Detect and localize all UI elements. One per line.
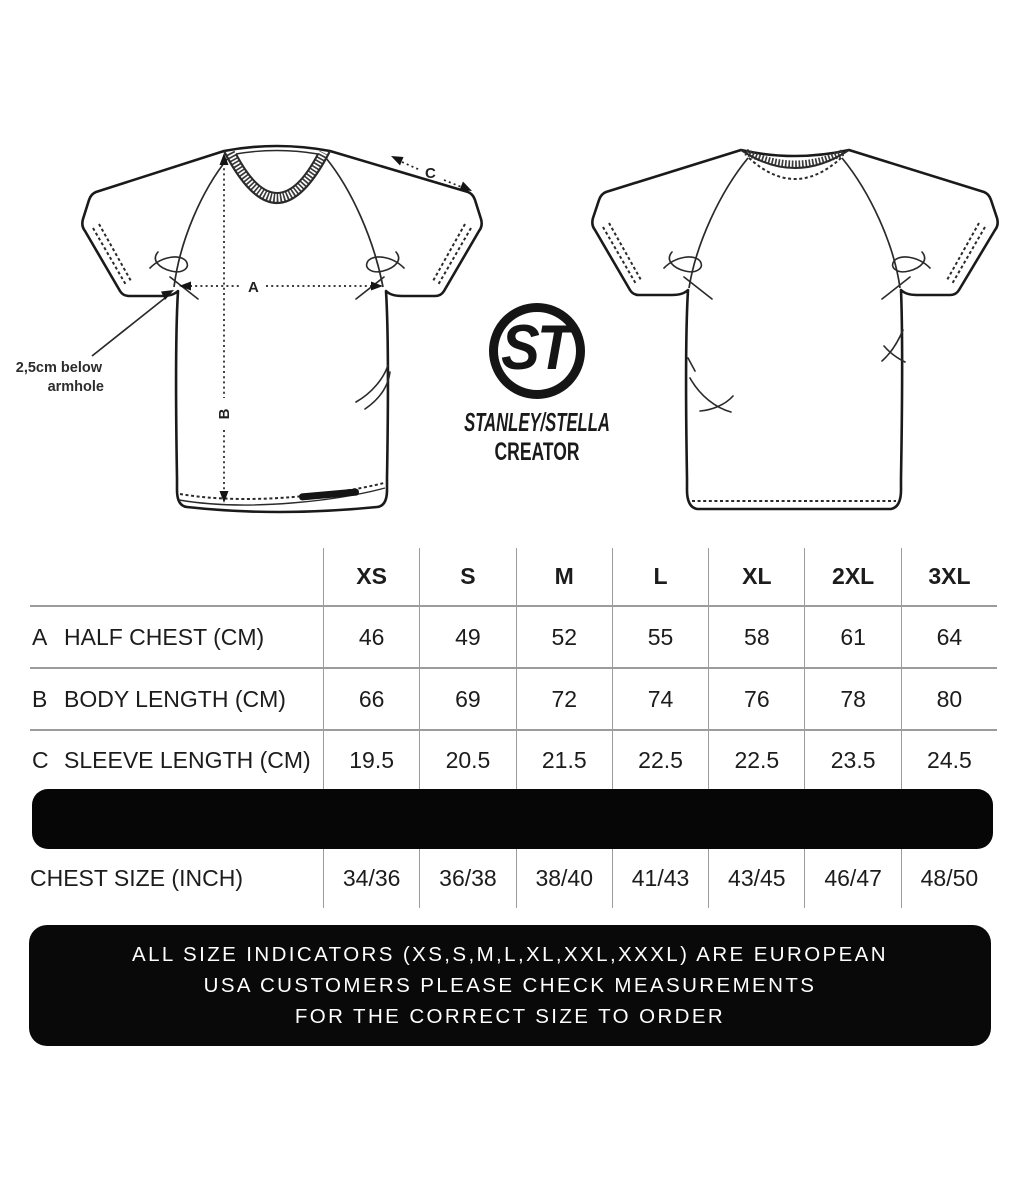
chest-size-s: 36/38 (419, 849, 515, 908)
size-header-m: M (516, 548, 612, 607)
annotation-line1: 2,5cm below (15, 360, 102, 376)
half-chest-m: 52 (516, 607, 612, 669)
body-length-m: 72 (516, 669, 612, 731)
brand-logo-circle (489, 303, 585, 399)
front-shirt-diagram (15, 128, 520, 532)
size-header-l: L (612, 548, 708, 607)
redacted-row-bar (32, 789, 993, 849)
sleeve-length-l: 22.5 (612, 731, 708, 789)
chest-size-m: 38/40 (516, 849, 612, 908)
body-length-xl: 76 (708, 669, 804, 731)
body-length-3xl: 80 (901, 669, 997, 731)
size-header-3xl: 3XL (901, 548, 997, 607)
body-length-l: 74 (612, 669, 708, 731)
measure-a-label: A (248, 279, 259, 296)
chest-size-xs: 34/36 (323, 849, 419, 908)
product-name: CREATOR (494, 438, 580, 466)
chest-size-xl: 43/45 (708, 849, 804, 908)
half-chest-s: 49 (419, 607, 515, 669)
notice-line-2: USA CUSTOMERS PLEASE CHECK MEASUREMENTS (203, 974, 817, 997)
back-shirt-outline (592, 150, 997, 509)
body-length-xs: 66 (323, 669, 419, 731)
annotation-line2: armhole (47, 379, 104, 395)
measure-b-label: B (216, 408, 233, 420)
row-letter: B (32, 685, 48, 712)
notice-line-3: FOR THE CORRECT SIZE TO ORDER (294, 1005, 726, 1028)
back-shirt-diagram (578, 128, 1014, 532)
chest-size-label: CHEST SIZE (INCH) (30, 865, 243, 891)
half-chest-xs: 46 (323, 607, 419, 669)
sleeve-length-s: 20.5 (419, 731, 515, 789)
measure-c-label: C (425, 165, 436, 182)
row-sleeve-length-label (30, 731, 323, 789)
size-table (30, 548, 997, 789)
size-header-2xl: 2XL (804, 548, 900, 607)
armhole-annotation (16, 290, 174, 395)
half-chest-l: 55 (612, 607, 708, 669)
sleeve-length-m: 21.5 (516, 731, 612, 789)
front-shirt-outline (82, 146, 481, 512)
back-body-shape (592, 150, 997, 509)
brand-name: STANLEY/STELLA (464, 407, 610, 437)
half-chest-2xl: 61 (804, 607, 900, 669)
body-length-2xl: 78 (804, 669, 900, 731)
size-header-xl: XL (708, 548, 804, 607)
body-length-s: 69 (419, 669, 515, 731)
sleeve-length-3xl: 24.5 (901, 731, 997, 789)
row-letter: C (32, 746, 49, 773)
row-body-length-label (30, 669, 323, 731)
sleeve-length-2xl: 23.5 (804, 731, 900, 789)
notice-line-1: ALL SIZE INDICATORS (XS,S,M,L,XL,XXL,XXXL) ARE EUROPEAN (132, 943, 888, 966)
brand-monogram: ST (500, 312, 570, 383)
size-notice-box (29, 925, 991, 1046)
chest-size-row (30, 849, 997, 908)
row-label-text: SLEEVE LENGTH (CM) (64, 746, 311, 773)
half-chest-3xl: 64 (901, 607, 997, 669)
row-half-chest-label (30, 607, 323, 669)
half-chest-xl: 58 (708, 607, 804, 669)
row-label-text: BODY LENGTH (CM) (64, 685, 286, 712)
row-label-text: HALF CHEST (CM) (64, 623, 265, 650)
size-header-empty (30, 548, 323, 607)
sleeve-length-xs: 19.5 (323, 731, 419, 789)
chest-size-2xl: 46/47 (804, 849, 900, 908)
row-letter: A (32, 623, 48, 650)
chest-size-3xl: 48/50 (901, 849, 997, 908)
size-header-xs: XS (323, 548, 419, 607)
sleeve-length-xl: 22.5 (708, 731, 804, 789)
chest-size-l: 41/43 (612, 849, 708, 908)
size-header-s: S (419, 548, 515, 607)
